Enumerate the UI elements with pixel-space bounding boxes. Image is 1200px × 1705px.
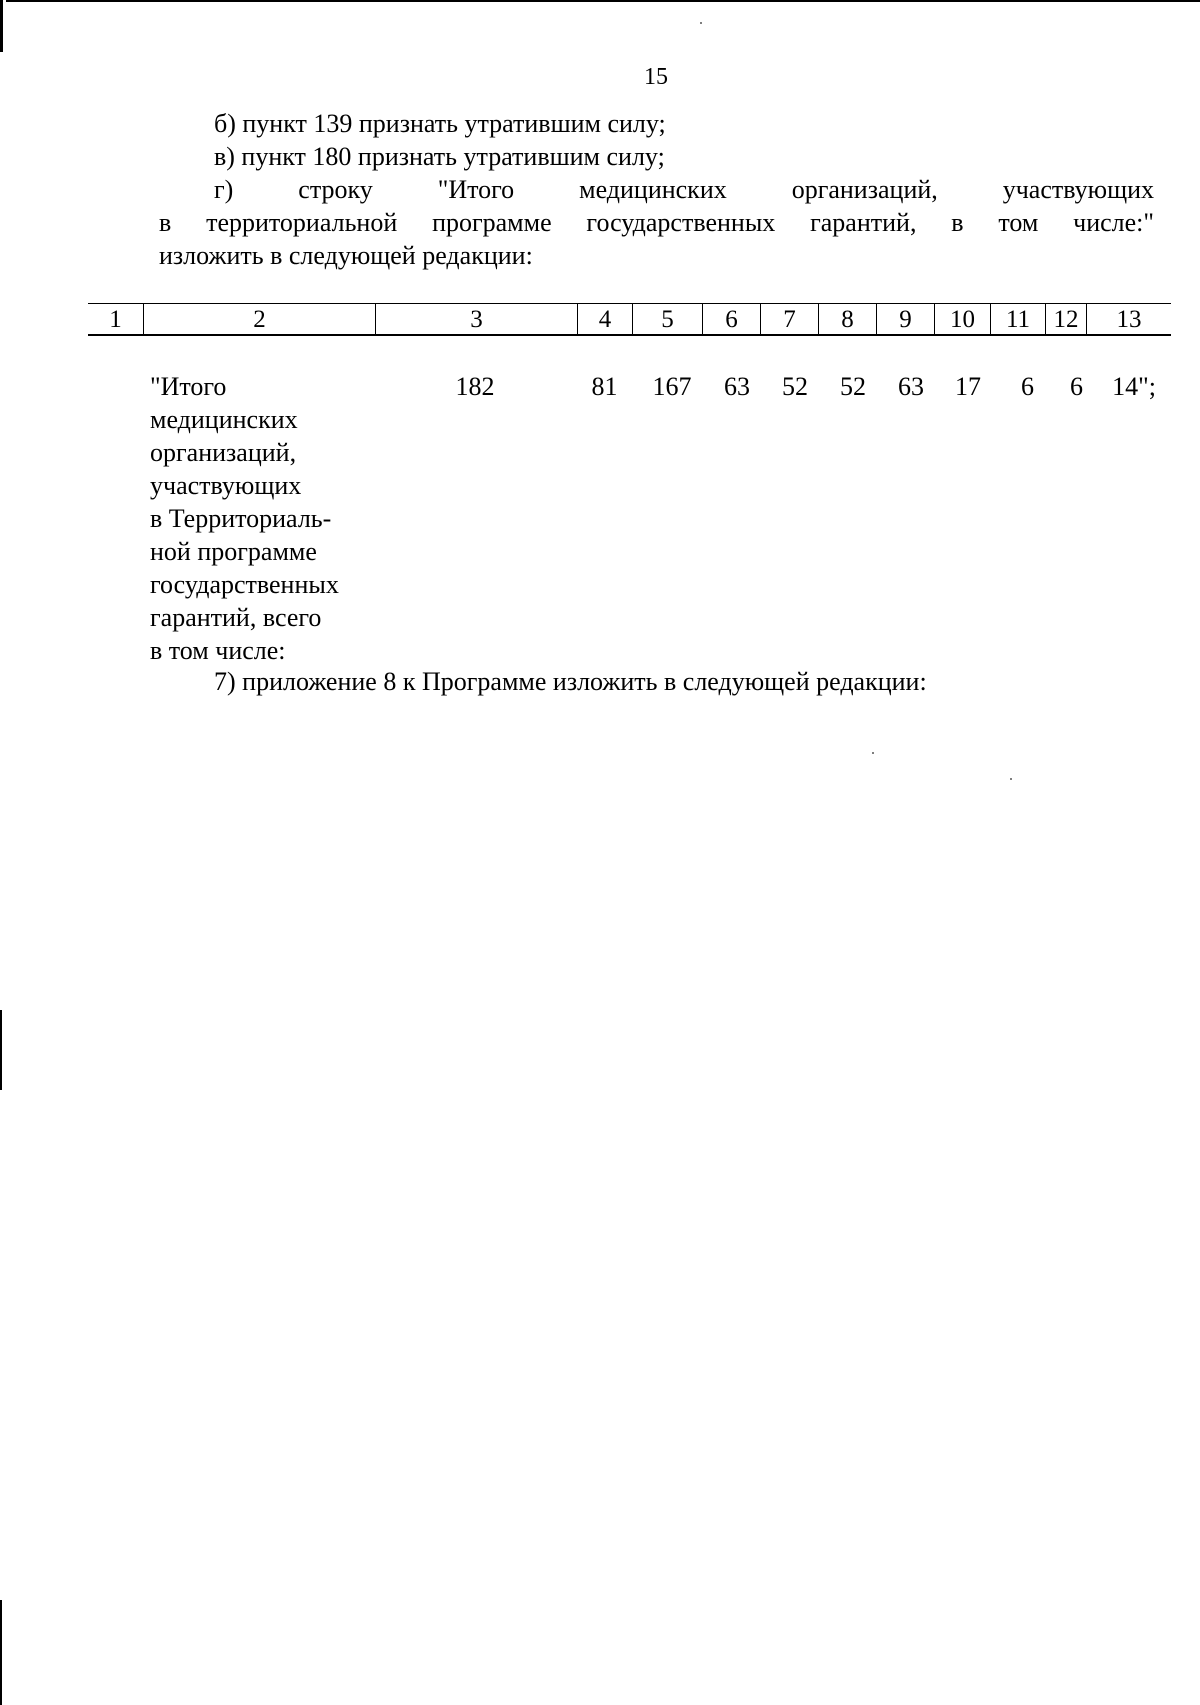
table-cell-col-12: 6	[1070, 372, 1083, 401]
paragraph-g-line-2: в территориальной программе государственных гарантий, в том числе:"	[159, 208, 1154, 237]
paragraph-v: в) пункт 180 признать утратившим силу;	[214, 142, 665, 171]
table-cell-col-10: 17	[955, 372, 981, 401]
table-header-row	[88, 303, 1171, 336]
scan-left-edge-mark	[0, 1010, 2, 1090]
table-header-cell: 4	[577, 304, 632, 334]
scan-speck	[700, 22, 702, 24]
table-header-cell: 3	[375, 304, 577, 334]
table-header-cell: 5	[632, 304, 702, 334]
paragraph-g-line-3: изложить в следующей редакции:	[159, 241, 533, 270]
table-cell-col-7: 52	[782, 372, 808, 401]
scan-left-edge-mark	[0, 0, 3, 52]
table-row-name: "Итого медицинских организаций, участвующих в Территориаль- ной программе государственных гарантий, всего в том числе:	[150, 372, 339, 665]
table-cell-col-3: 182	[455, 372, 495, 401]
table-header-cell: 6	[702, 304, 760, 334]
scan-speck	[872, 752, 874, 754]
table-header-cell: 2	[143, 304, 375, 334]
paragraph-item-7: 7) приложение 8 к Программе изложить в следующей редакции:	[214, 667, 927, 696]
page-number: 15	[644, 64, 668, 90]
scan-left-edge-mark	[0, 1600, 2, 1705]
table-header-cell: 1	[109, 306, 122, 333]
scan-top-border	[6, 0, 1200, 2]
table-header-cell: 12	[1045, 304, 1086, 334]
table-cell-col-13: 14";	[1112, 372, 1156, 401]
paragraph-b: б) пункт 139 признать утратившим силу;	[214, 109, 666, 138]
table-cell-col-6: 63	[724, 372, 750, 401]
table-cell-col-11: 6	[1021, 372, 1034, 401]
table-header-cell: 10	[934, 304, 990, 334]
paragraph-g-line-1: г) строку "Итого медицинских организаций, участвующих	[214, 175, 1154, 204]
table-cell-col-9: 63	[898, 372, 924, 401]
scan-speck	[1010, 778, 1012, 780]
table-header-cell: 11	[990, 304, 1045, 334]
table-header-cell: 8	[818, 304, 876, 334]
table-header-cell: 13	[1086, 304, 1171, 334]
table-cell-col-4: 81	[591, 372, 618, 401]
table-cell-col-5: 167	[652, 372, 692, 401]
table-cell-col-8: 52	[840, 372, 866, 401]
table-header-cell: 9	[876, 304, 934, 334]
table-header-cell: 7	[760, 304, 818, 334]
